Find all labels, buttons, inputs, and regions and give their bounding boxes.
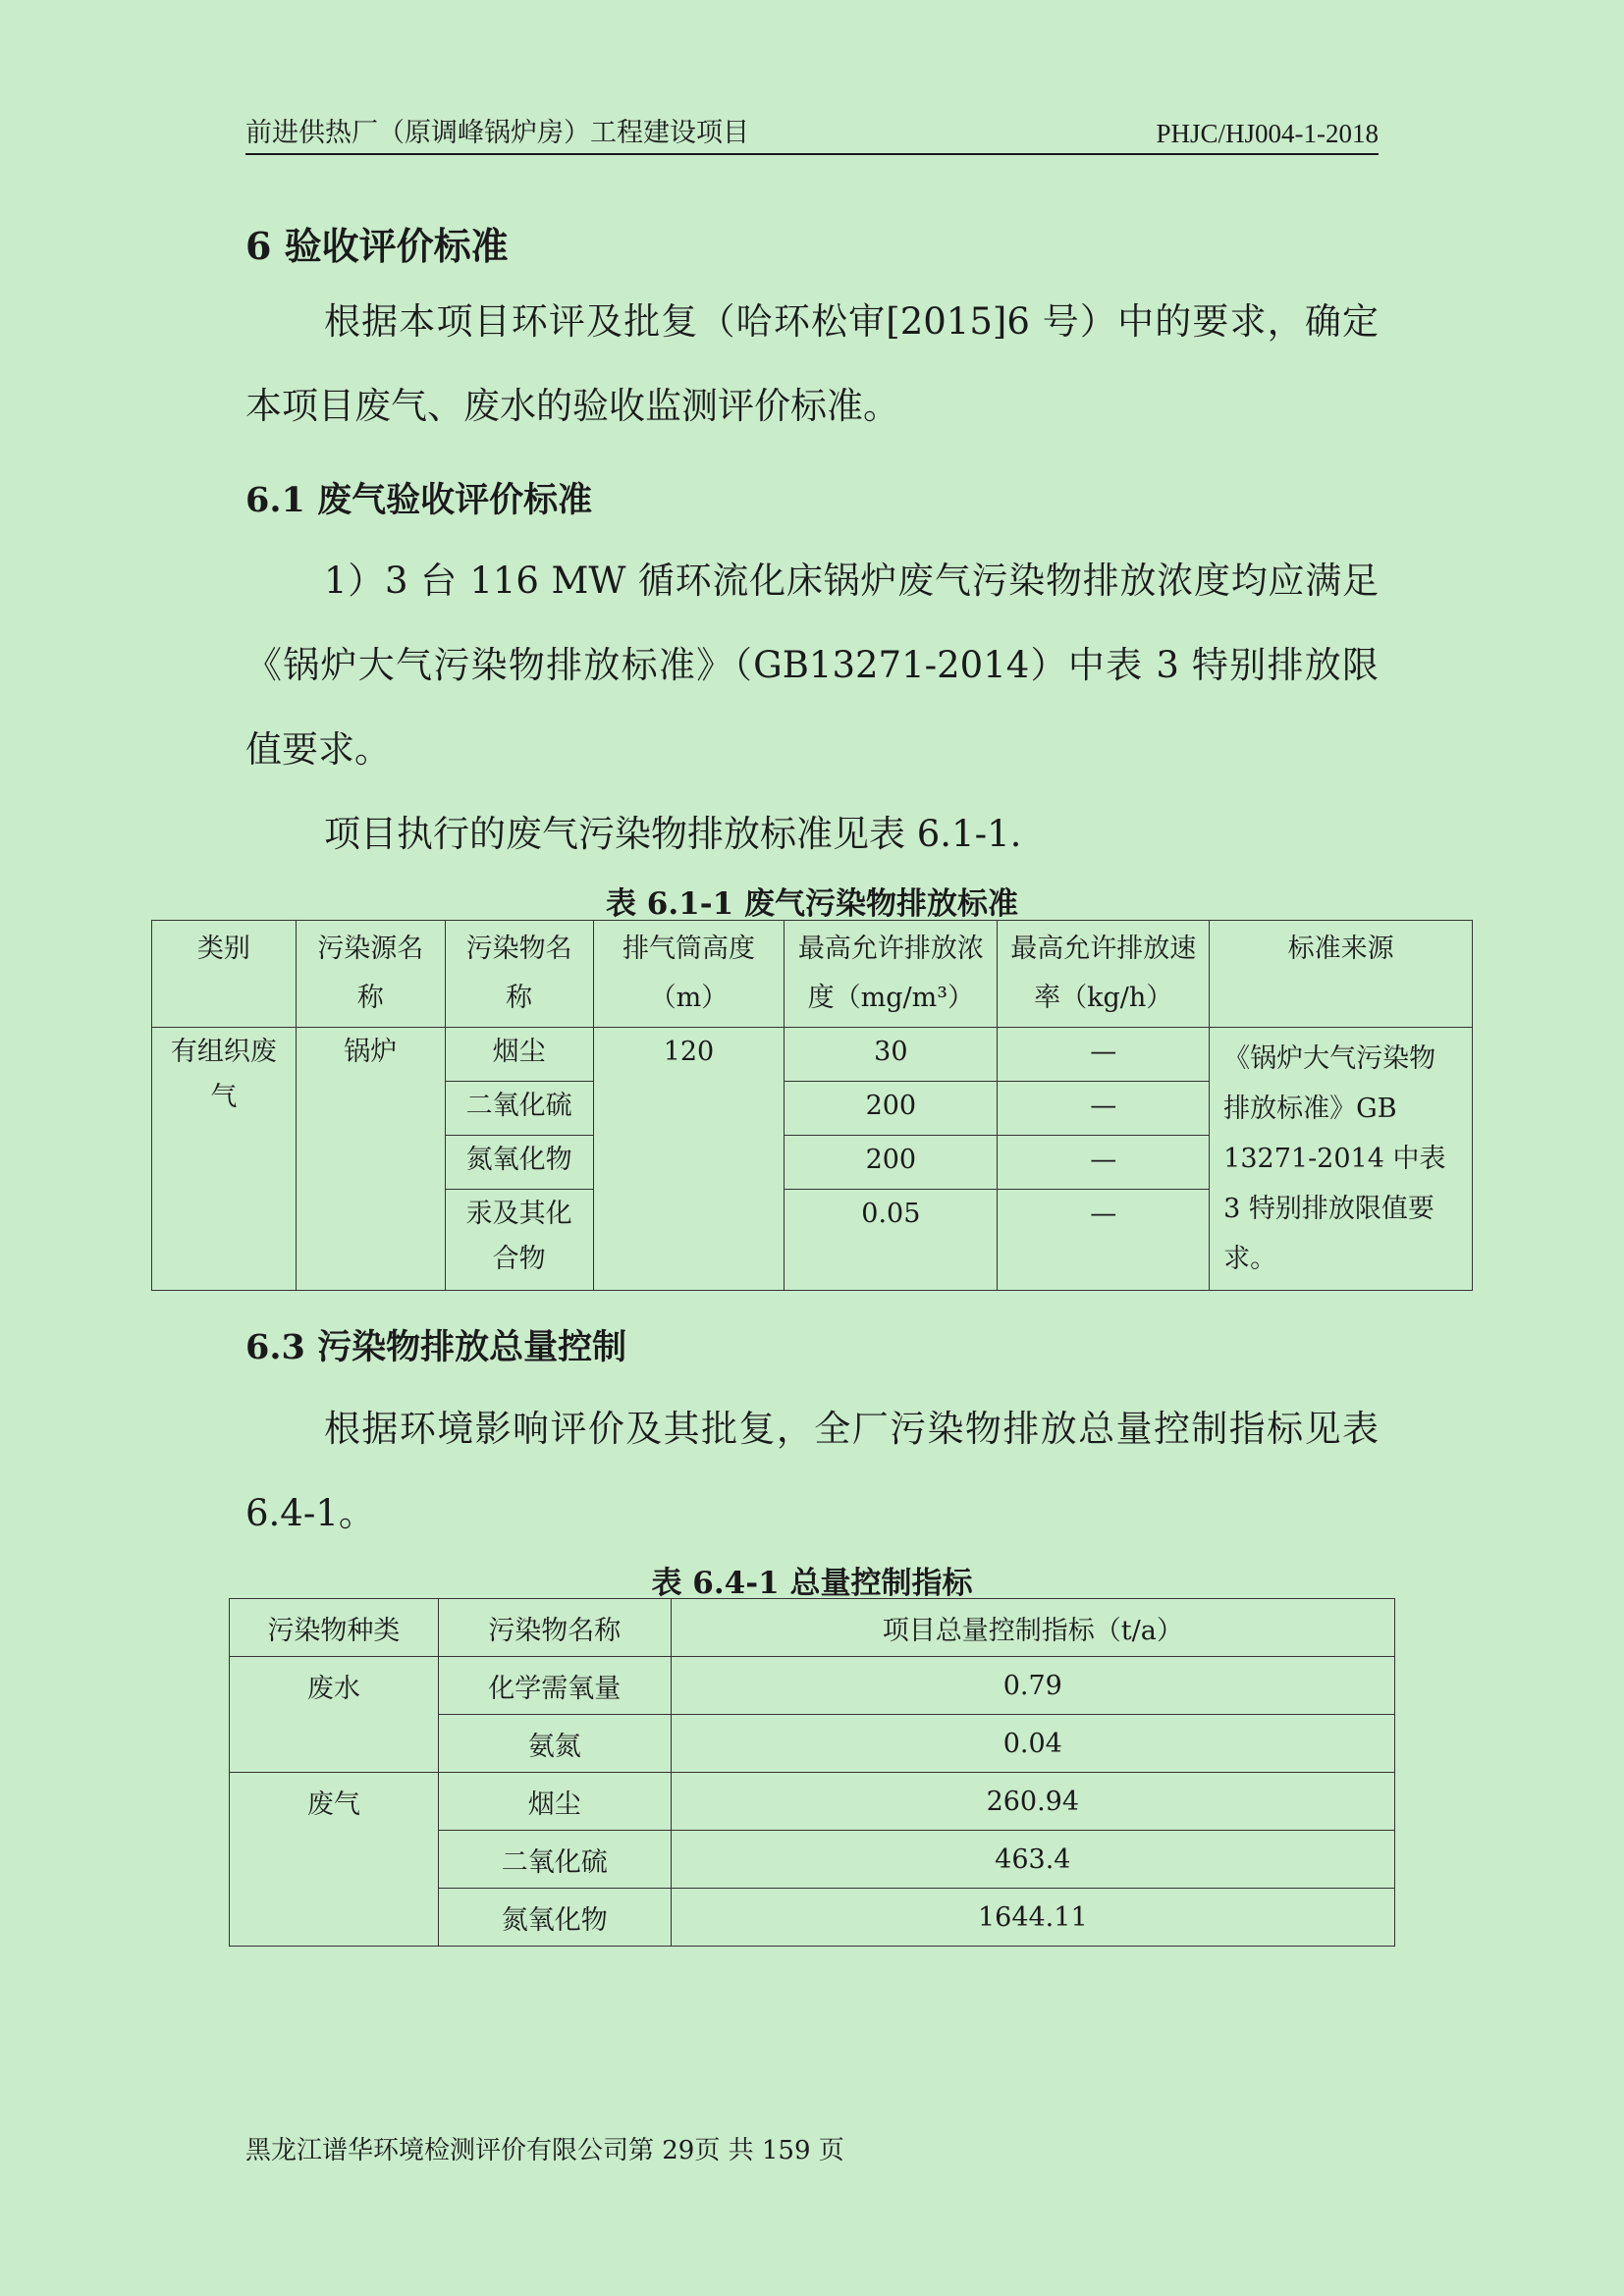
pollutant-cell: 氮氧化物	[445, 1136, 593, 1190]
header-doc-code: PHJC/HJ004-1-2018	[1156, 119, 1379, 148]
concentration-cell: 200	[785, 1082, 998, 1136]
section-6-1-title: 6.1 废气验收评价标准	[245, 480, 593, 520]
pollutant-name-cell: 氮氧化物	[438, 1889, 671, 1947]
table-row	[230, 1773, 1395, 1831]
pollutant-name-cell: 烟尘	[438, 1773, 671, 1831]
rate-cell: —	[998, 1028, 1210, 1082]
concentration-cell: 200	[785, 1136, 998, 1190]
col-header-max-concentration: 最高允许排放浓度（mg/m³）	[785, 921, 998, 1028]
col-header-category: 类别	[152, 921, 297, 1028]
section-6-1-para1: 1）3 台 116 MW 循环流化床锅炉废气污染物排放浓度均应满足《锅炉大气污染物排放标准》（GB13271-2014）中表 3 特别排放限值要求。	[245, 560, 1379, 771]
col-header-stack-height: 排气筒高度（m）	[593, 921, 785, 1028]
pollutant-name-cell: 二氧化硫	[438, 1831, 671, 1889]
table-row	[230, 1657, 1395, 1715]
pollutant-name-cell: 化学需氧量	[438, 1657, 671, 1715]
page-footer: 黑龙江谱华环境检测评价有限公司第 29页 共 159 页	[245, 2136, 844, 2165]
rate-cell: —	[998, 1082, 1210, 1136]
section-6-intro: 根据本项目环评及批复（哈环松审[2015]6 号）中的要求，确定本项目废气、废水的验收监测评价标准。	[245, 300, 1379, 427]
control-value-cell: 0.04	[671, 1715, 1394, 1773]
col-header-max-rate: 最高允许排放速率（kg/h）	[998, 921, 1210, 1028]
control-value-cell: 463.4	[671, 1831, 1394, 1889]
concentration-cell: 0.05	[785, 1190, 998, 1291]
col-header-source-name: 污染源名称	[296, 921, 445, 1028]
table-header-row	[230, 1599, 1395, 1657]
concentration-cell: 30	[785, 1028, 998, 1082]
col-header-standard-source: 标准来源	[1210, 921, 1473, 1028]
pollutant-cell: 二氧化硫	[445, 1082, 593, 1136]
rate-cell: —	[998, 1136, 1210, 1190]
table2-caption: 表 6.4-1 总量控制指标	[651, 1566, 973, 1601]
control-value-cell: 260.94	[671, 1773, 1394, 1831]
pollutant-type-cell: 废气	[230, 1773, 439, 1947]
section-6-3-para: 根据环境影响评价及其批复，全厂污染物排放总量控制指标见表 6.4-1。	[245, 1408, 1379, 1534]
section-6-1-para2: 项目执行的废气污染物排放标准见表 6.1-1.	[324, 813, 1022, 855]
section-6-3-title: 6.3 污染物排放总量控制	[245, 1327, 627, 1367]
rate-cell: —	[998, 1190, 1210, 1291]
table1-caption: 表 6.1-1 废气污染物排放标准	[606, 886, 1018, 922]
col-header-pollutant-name: 污染物名称	[438, 1599, 671, 1657]
col-header-pollutant-type: 污染物种类	[230, 1599, 439, 1657]
total-control-table	[229, 1598, 1395, 1947]
category-cell: 有组织废气	[152, 1028, 297, 1291]
section-6-title: 6 验收评价标准	[245, 224, 509, 268]
table-row	[152, 1028, 1473, 1082]
col-header-control-index: 项目总量控制指标（t/a）	[671, 1599, 1394, 1657]
header-project-title: 前进供热厂（原调峰锅炉房）工程建设项目	[245, 118, 749, 148]
pollutant-cell: 烟尘	[445, 1028, 593, 1082]
emission-standard-table	[151, 920, 1473, 1291]
page-header	[245, 116, 1379, 155]
standard-source-cell: 《锅炉大气污染物排放标准》GB 13271-2014 中表 3 特别排放限值要求。	[1210, 1028, 1473, 1291]
control-value-cell: 1644.11	[671, 1889, 1394, 1947]
pollutant-cell: 汞及其化合物	[445, 1190, 593, 1291]
stack-height-cell: 120	[593, 1028, 785, 1291]
pollutant-name-cell: 氨氮	[438, 1715, 671, 1773]
pollutant-type-cell: 废水	[230, 1657, 439, 1773]
col-header-pollutant: 污染物名称	[445, 921, 593, 1028]
source-name-cell: 锅炉	[296, 1028, 445, 1291]
table-header-row	[152, 921, 1473, 1028]
control-value-cell: 0.79	[671, 1657, 1394, 1715]
